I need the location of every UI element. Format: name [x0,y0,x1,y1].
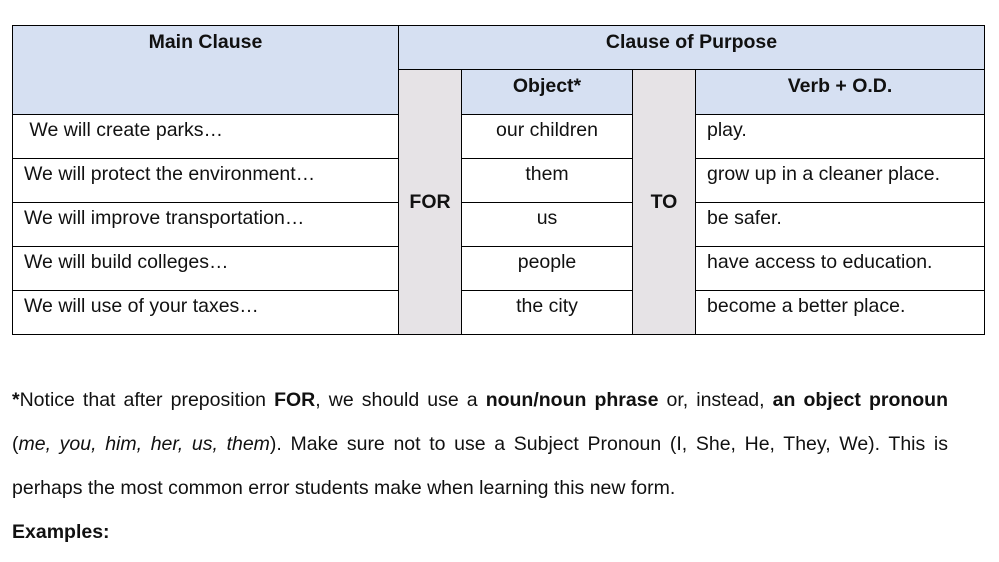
verb-cell: grow up in a cleaner place. [696,159,985,203]
note-bold-noun-phrase: noun/noun phrase [485,389,659,411]
table-row [13,203,985,247]
note-text: or, instead, [658,389,773,411]
verb-cell: play. [696,115,985,159]
verb-cell: be safer. [696,203,985,247]
main-clause-cell: We will build colleges… [13,247,399,291]
examples-heading: Examples: [12,521,110,543]
main-clause-cell: We will protect the environment… [13,159,399,203]
object-cell: them [462,159,633,203]
note-text: , we should use a [315,389,486,411]
note-text: ). Make sure not to use a Subject Pronoun (I, She, He, They, We). This is perhaps the most common error students make when learning this new form. [12,433,948,499]
table-row [13,247,985,291]
note-bold-for: FOR [274,389,316,411]
for-label: FOR [399,70,462,335]
object-cell: our children [462,115,633,159]
main-clause-cell: We will use of your taxes… [13,291,399,335]
main-clause-cell: We will improve transportation… [13,203,399,247]
header-verb: Verb + O.D. [696,70,985,115]
grammar-note-paragraph [12,378,948,510]
main-clause-cell: We will create parks… [13,115,399,159]
header-object: Object* [462,70,633,115]
object-cell: people [462,247,633,291]
object-cell: the city [462,291,633,335]
clause-of-purpose-table [12,25,985,335]
note-text: Notice that after preposition [19,389,275,411]
note-italic-pronouns: me, you, him, her, us, them [18,433,270,455]
verb-cell: become a better place. [696,291,985,335]
verb-cell: have access to education. [696,247,985,291]
table-row [13,159,985,203]
header-main-clause: Main Clause [13,26,399,115]
header-clause-of-purpose: Clause of Purpose [399,26,985,70]
note-asterisk: * [12,389,20,411]
note-text: ( [12,433,19,455]
table-row [13,115,985,159]
to-label: TO [633,70,696,335]
table-row [13,291,985,335]
object-cell: us [462,203,633,247]
note-bold-object-pronoun: an object pronoun [772,389,948,411]
